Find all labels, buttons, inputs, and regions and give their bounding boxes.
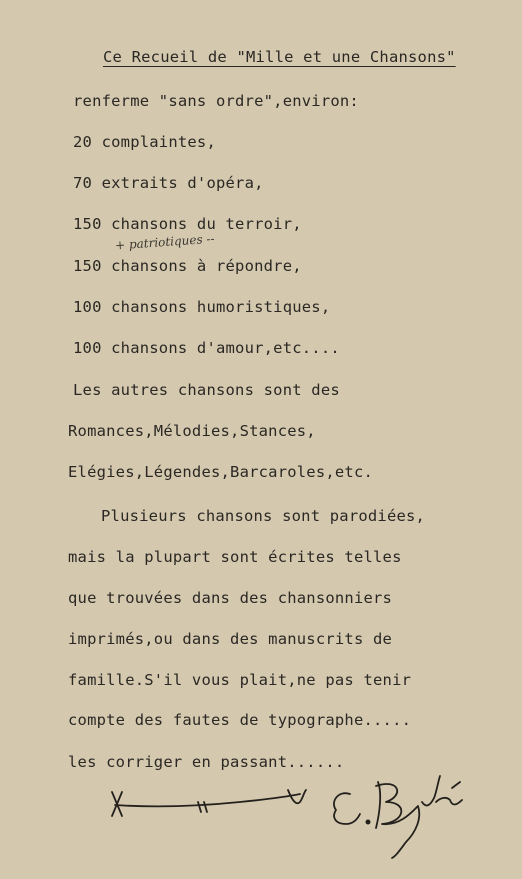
text-line: que trouvées dans des chansonniers xyxy=(68,589,393,607)
text-line: 100 chansons humoristiques, xyxy=(73,298,331,316)
text-line: mais la plupart sont écrites telles xyxy=(68,548,402,566)
text-line: Les autres chansons sont des xyxy=(73,381,340,399)
text-line: famille.S'il vous plait,ne pas tenir xyxy=(68,671,412,689)
text-line: 150 chansons à répondre, xyxy=(73,257,302,275)
text-line: renferme "sans ordre",environ: xyxy=(73,92,359,110)
text-line: compte des fautes de typographe..... xyxy=(68,711,412,729)
text-line: Plusieurs chansons sont parodiées, xyxy=(101,507,426,525)
signature-drawing xyxy=(100,772,480,867)
signature-tick-mark xyxy=(198,802,207,812)
handwritten-annotation: + patriotiques -- xyxy=(114,231,215,253)
document-title: Ce Recueil de "Mille et une Chansons" xyxy=(103,48,456,66)
text-line: 150 chansons du terroir, xyxy=(73,215,302,233)
text-line: 100 chansons d'amour,etc.... xyxy=(73,339,340,357)
text-line: Romances,Mélodies,Stances, xyxy=(68,422,316,440)
signature-accent xyxy=(452,782,460,788)
signature-surname xyxy=(376,776,462,858)
signature-lead-stroke xyxy=(112,792,300,816)
signature-dot xyxy=(366,820,369,823)
text-line: les corriger en passant...... xyxy=(68,753,345,771)
text-line: 70 extraits d'opéra, xyxy=(73,174,264,192)
text-line: 20 complaintes, xyxy=(73,133,216,151)
handwritten-signature xyxy=(100,772,480,867)
text-line: imprimés,ou dans des manuscrits de xyxy=(68,630,393,648)
signature-initial-e xyxy=(334,793,360,824)
signature-hook xyxy=(288,790,306,803)
text-line: Elégies,Légendes,Barcaroles,etc. xyxy=(68,463,374,481)
